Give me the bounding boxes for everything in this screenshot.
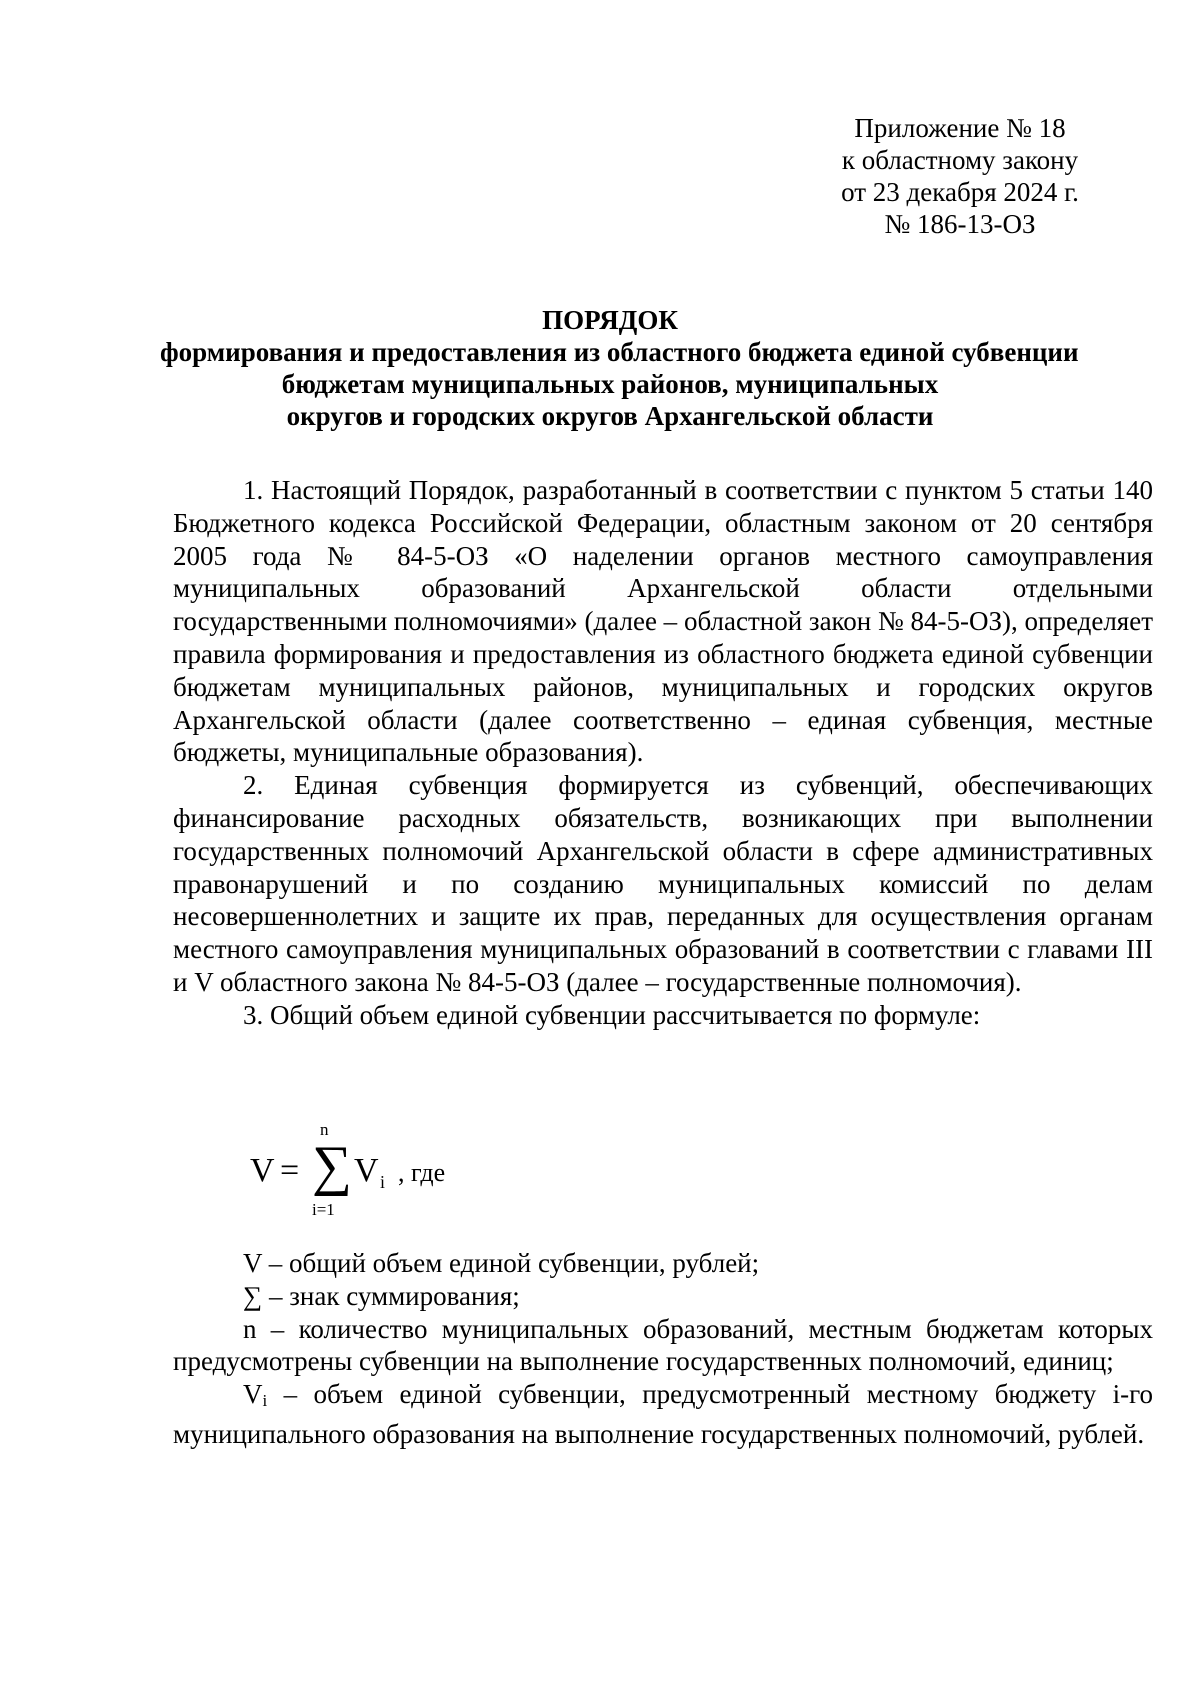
definition-n: n – количество муниципальных образований, местным бюджетам которых предусмотрены субвенции на выполнение государственных полномочий, единиц; [173,1313,1153,1377]
definition-sum: ∑ – знак суммирования; [243,1280,520,1311]
title-line-3: округов и городских округов Архангельской области [286,401,934,431]
paragraph-3: 3. Общий объем единой субвенции рассчитывается по формуле: [243,999,981,1030]
appendix-law-ref: к областному закону [841,145,1079,175]
title-line-2: бюджетам муниципальных районов, муниципальных [281,369,939,399]
appendix-number: Приложение № 18 [854,113,1066,143]
formula-lower-limit: i=1 [312,1200,335,1219]
definition-vi-subscript: i [262,1391,268,1411]
definition-vi [173,1378,1153,1451]
formula-term-subscript: i [380,1172,386,1192]
formula-upper-limit: n [320,1120,329,1139]
definition-v: V – общий объем единой субвенции, рублей; [243,1248,760,1278]
formula-term: V [354,1152,379,1189]
appendix-law-number: № 186-13-ОЗ [884,209,1036,239]
title-line-1: формирования и предоставления из областного бюджета единой субвенции [160,337,1079,367]
paragraph-2: 2. Единая субвенция формируется из субвенций, обеспечивающих финансирование расходных обязательств, возникающих при выполнении государственных полномочий Архангельской области в сфере административных правонарушений и по созданию муниципальных комиссий по делам несовершеннолетних и защите их прав, переданных для осуществления органам местного самоуправления муниципальных образований в соответствии с главами III и V областного закона № 84-5-ОЗ (далее – государственные полномочия). [173,770,1153,997]
formula-suffix: , где [398,1158,446,1187]
appendix-date: от 23 декабря 2024 г. [841,177,1079,207]
formula-lhs: V [250,1152,275,1189]
formula-definitions [173,1247,1153,1451]
document-title [160,304,1079,432]
definition-vi-symbol: V [243,1379,263,1410]
title-heading: ПОРЯДОК [542,305,678,335]
definition-vi-text: – объем единой субвенции, предусмотренный местному бюджету i-го муниципального образования на выполнение государственных полномочий, рублей. [173,1379,1153,1449]
formula-equals: = [280,1152,300,1189]
appendix-reference [810,112,1110,240]
summation-symbol: ∑ [312,1135,352,1197]
document-body [173,474,1153,1032]
paragraph-1: 1. Настоящий Порядок, разработанный в соответствии с пунктом 5 статьи 140 Бюджетного кодекса Российской Федерации, областным законом от 20 сентября 2005 года № 84-5-ОЗ «О наделении органов местного самоуправления муниципальных образований Архангельской области отдельными государственными полномочиями» (далее – областной закон № 84-5-ОЗ), определяет правила формирования и предоставления из областного бюджета единой субвенции бюджетам муниципальных районов, муниципальных и городских округов Архангельской области (далее соответственно – единая субвенция, местные бюджеты, муниципальные образования). [173,475,1153,768]
